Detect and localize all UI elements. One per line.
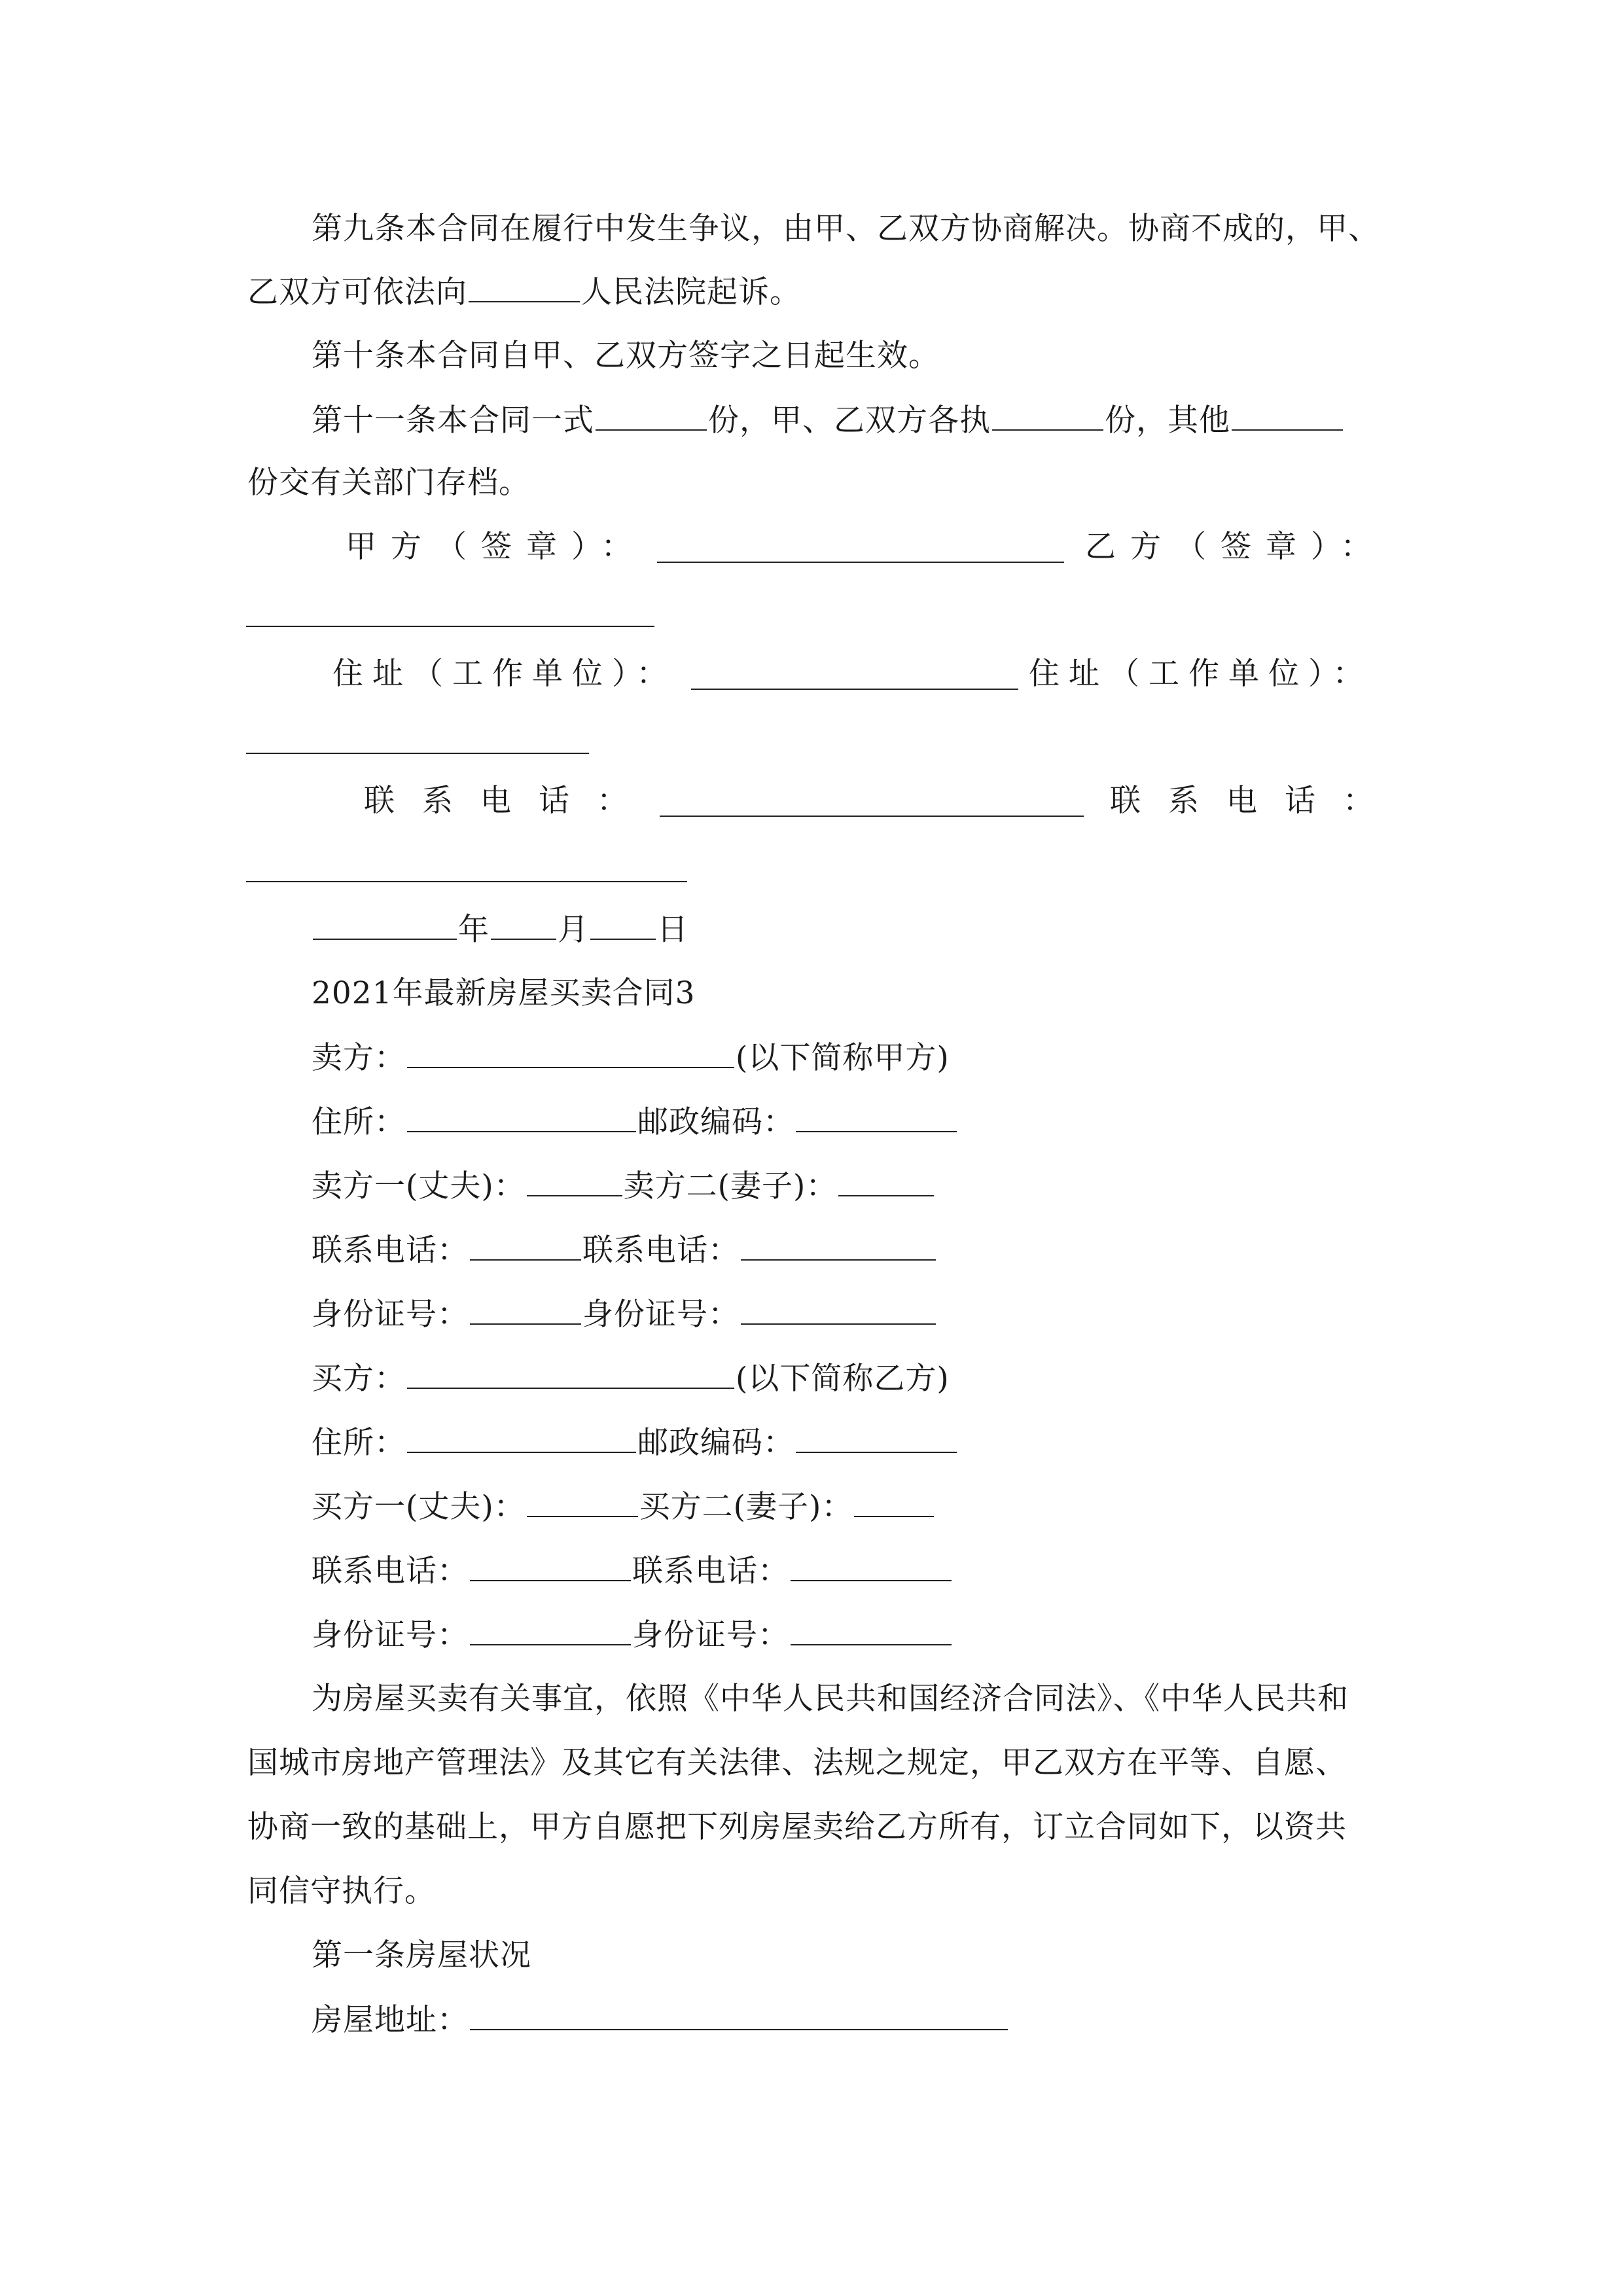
article9-line2	[247, 272, 801, 312]
buyer-id1-label: 身份证号：	[312, 1617, 469, 1653]
seller-one-blank	[527, 1166, 622, 1196]
article1-title: 第一条房屋状况	[312, 1937, 531, 1973]
seller-name-blank	[407, 1038, 734, 1068]
article11-a: 第十一条本合同一式	[312, 403, 594, 439]
preamble-line3: 协商一致的基础上，甲方自愿把下列房屋卖给乙方所有，订立合同如下，以资共	[247, 1809, 1347, 1845]
article11-line2: 份交有关部门存档。	[247, 465, 530, 501]
address-a-label: 住址（工作单位）：	[332, 656, 677, 692]
article9-line2-a: 乙双方可依法向	[247, 274, 467, 310]
seller-spouses-line	[312, 1166, 935, 1206]
seller-id1-label: 身份证号：	[312, 1297, 469, 1333]
seller-id2-blank	[741, 1295, 936, 1325]
date-line	[312, 910, 688, 950]
buyer-two-label: 买方二(妻子)：	[639, 1489, 853, 1525]
buyer-two-blank	[854, 1487, 934, 1517]
seller-suffix: (以下简称甲方)	[736, 1040, 950, 1076]
buyer-phone1-label: 联系电话：	[312, 1553, 469, 1589]
copies-other-blank	[1232, 401, 1343, 431]
contract-title: 2021年最新房屋买卖合同3	[312, 975, 696, 1011]
year-label: 年	[458, 912, 490, 948]
buyer-address-label: 住所：	[312, 1425, 406, 1461]
article9-line2-b: 人民法院起诉。	[581, 274, 801, 310]
month-blank	[491, 910, 556, 940]
seller-two-blank	[838, 1166, 934, 1196]
buyer-suffix: (以下简称乙方)	[736, 1361, 950, 1397]
buyer-spouses-line	[312, 1487, 935, 1527]
year-blank	[313, 910, 457, 940]
seller-id2-label: 身份证号：	[582, 1297, 740, 1333]
copies-each-blank	[992, 401, 1103, 431]
buyer-address-line	[312, 1423, 958, 1463]
seller-id1-blank	[470, 1295, 581, 1325]
house-address-line	[312, 2000, 1009, 2040]
party-b-sign-line	[246, 626, 654, 627]
seller-label: 卖方：	[312, 1040, 406, 1076]
phone-a-label: 联系电话：	[364, 783, 655, 819]
buyer-id2-label: 身份证号：	[632, 1617, 789, 1653]
article11-c: 份，其他	[1105, 403, 1230, 439]
phone-b-line	[246, 881, 687, 882]
seller-address-blank	[407, 1102, 636, 1132]
buyer-phone-line	[312, 1551, 953, 1591]
article9-line1: 第九条本合同在履行中发生争议，由甲、乙双方协商解决。协商不成的，甲、	[312, 211, 1380, 247]
preamble-line1: 为房屋买卖有关事宜，依照《中华人民共和国经济合同法》、《中华人民共和	[312, 1681, 1349, 1717]
party-b-sign-label: 乙方（签章）：	[1085, 529, 1386, 565]
seller-phone-line	[312, 1230, 937, 1270]
buyer-line	[312, 1359, 950, 1399]
party-a-sign-line	[657, 562, 1064, 563]
house-address-blank	[470, 2000, 1008, 2030]
address-b-label: 住址（工作单位）：	[1029, 656, 1373, 692]
buyer-phone1-blank	[470, 1551, 631, 1581]
month-label: 月	[558, 912, 589, 948]
article10: 第十条本合同自甲、乙双方签字之日起生效。	[312, 338, 940, 374]
seller-id-line	[312, 1295, 937, 1335]
buyer-phone2-blank	[791, 1551, 952, 1581]
article11-b: 份，甲、乙双方各执	[708, 403, 991, 439]
phone-b-label: 联系电话：	[1110, 783, 1401, 819]
day-blank	[590, 910, 656, 940]
buyer-postcode-label: 邮政编码：	[637, 1425, 794, 1461]
buyer-one-label: 买方一(丈夫)：	[312, 1489, 526, 1525]
article11-line1	[312, 401, 1344, 440]
seller-phone2-blank	[741, 1230, 936, 1261]
seller-postcode-blank	[796, 1102, 957, 1132]
buyer-name-blank	[407, 1359, 734, 1389]
address-a-line	[691, 689, 1018, 690]
seller-phone2-label: 联系电话：	[582, 1232, 740, 1268]
seller-line	[312, 1038, 950, 1078]
court-blank	[469, 272, 580, 302]
buyer-id1-blank	[470, 1615, 631, 1645]
phone-a-line	[660, 816, 1084, 817]
buyer-label: 买方：	[312, 1361, 406, 1397]
seller-address-line	[312, 1102, 958, 1142]
party-a-sign-label: 甲方（签章）：	[346, 529, 647, 565]
preamble-line2: 国城市房地产管理法》及其它有关法律、法规之规定，甲乙双方在平等、自愿、	[247, 1745, 1347, 1781]
seller-address-label: 住所：	[312, 1104, 406, 1140]
day-label: 日	[657, 912, 688, 948]
buyer-id-line	[312, 1615, 953, 1655]
buyer-phone2-label: 联系电话：	[632, 1553, 789, 1589]
seller-phone1-blank	[470, 1230, 581, 1261]
seller-postcode-label: 邮政编码：	[637, 1104, 794, 1140]
buyer-address-blank	[407, 1423, 636, 1453]
preamble-line4: 同信守执行。	[247, 1873, 436, 1909]
seller-two-label: 卖方二(妻子)：	[623, 1168, 838, 1204]
seller-one-label: 卖方一(丈夫)：	[312, 1168, 526, 1204]
house-address-label: 房屋地址：	[312, 2002, 469, 2038]
address-b-line	[246, 753, 589, 754]
copies-total-blank	[596, 401, 707, 431]
buyer-id2-blank	[791, 1615, 952, 1645]
seller-phone1-label: 联系电话：	[312, 1232, 469, 1268]
buyer-postcode-blank	[796, 1423, 957, 1453]
buyer-one-blank	[527, 1487, 638, 1517]
